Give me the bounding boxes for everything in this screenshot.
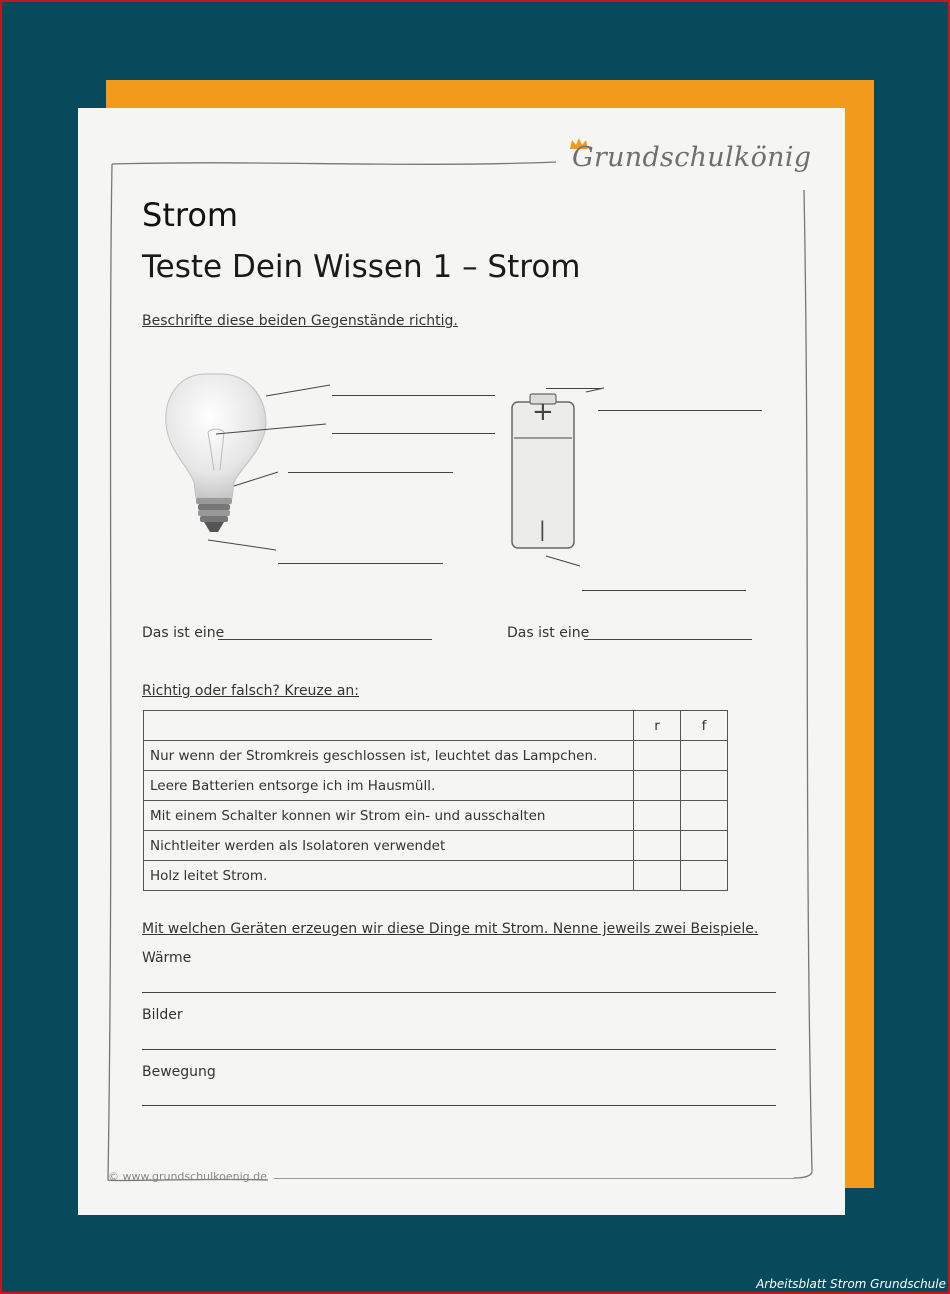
bulb-label-blank-2[interactable] — [332, 433, 495, 434]
item-label-bewegung: Bewegung — [142, 1064, 216, 1080]
table-header-falsch: f — [681, 711, 728, 741]
page-subtitle: Teste Dein Wissen 1 – Strom — [142, 249, 581, 285]
answer-line-bewegung[interactable] — [142, 1105, 776, 1106]
checkbox-falsch[interactable] — [681, 771, 728, 801]
bulb-label-blank-4[interactable] — [278, 563, 443, 564]
answer-blank-right[interactable] — [584, 639, 752, 640]
checkbox-falsch[interactable] — [681, 861, 728, 891]
footer-rule — [274, 1178, 794, 1179]
table-header-richtig: r — [634, 711, 681, 741]
statement-cell: Nur wenn der Stromkreis geschlossen ist, leuchtet das Lampchen. — [144, 741, 634, 771]
table-row — [144, 831, 728, 861]
image-caption: Arbeitsblatt Strom Grundschule — [756, 1277, 946, 1291]
table-row — [144, 801, 728, 831]
answer-line-waerme[interactable] — [142, 992, 776, 993]
answer-label-left: Das ist eine — [142, 625, 225, 641]
statement-cell: Holz leitet Strom. — [144, 861, 634, 891]
checkbox-richtig[interactable] — [634, 801, 681, 831]
copyright-footer: © www.grundschulkoenig.de — [108, 1170, 267, 1183]
battery-minus-sign: | — [539, 517, 546, 541]
table-header-statement — [144, 711, 634, 741]
battery-label-blank-1-lead — [546, 388, 602, 389]
table-row — [144, 741, 728, 771]
true-false-table — [143, 710, 728, 891]
statement-cell: Nichtleiter werden als Isolatoren verwendet — [144, 831, 634, 861]
battery-plus-sign: + — [532, 397, 554, 427]
answer-line-bilder[interactable] — [142, 1049, 776, 1050]
checkbox-richtig[interactable] — [634, 741, 681, 771]
checkbox-falsch[interactable] — [681, 741, 728, 771]
instruction-label-devices: Mit welchen Geräten erzeugen wir diese Dinge mit Strom. Nenne jeweils zwei Beispiele. — [142, 921, 759, 937]
page-title: Strom — [142, 196, 239, 234]
battery-label-blank-1[interactable] — [598, 410, 762, 411]
battery-label-blank-2[interactable] — [582, 590, 746, 591]
checkbox-falsch[interactable] — [681, 831, 728, 861]
checkbox-richtig[interactable] — [634, 861, 681, 891]
worksheet-page — [78, 108, 845, 1215]
checkbox-richtig[interactable] — [634, 771, 681, 801]
answer-label-right: Das ist eine — [507, 625, 590, 641]
bulb-label-blank-1[interactable] — [332, 395, 495, 396]
checkbox-richtig[interactable] — [634, 831, 681, 861]
item-label-bilder: Bilder — [142, 1007, 183, 1023]
table-row — [144, 771, 728, 801]
statement-cell: Mit einem Schalter konnen wir Strom ein- und ausschalten — [144, 801, 634, 831]
answer-blank-left[interactable] — [218, 639, 432, 640]
checkbox-falsch[interactable] — [681, 801, 728, 831]
logo-text: Grundschulkönig — [572, 142, 812, 173]
instruction-label-objects: Beschrifte diese beiden Gegenstände richtig. — [142, 313, 458, 329]
statement-cell: Leere Batterien entsorge ich im Hausmüll. — [144, 771, 634, 801]
table-header-row — [144, 711, 728, 741]
table-row — [144, 861, 728, 891]
instruction-label-true-false: Richtig oder falsch? Kreuze an: — [142, 683, 360, 699]
bulb-label-blank-3[interactable] — [288, 472, 453, 473]
item-label-waerme: Wärme — [142, 950, 192, 966]
